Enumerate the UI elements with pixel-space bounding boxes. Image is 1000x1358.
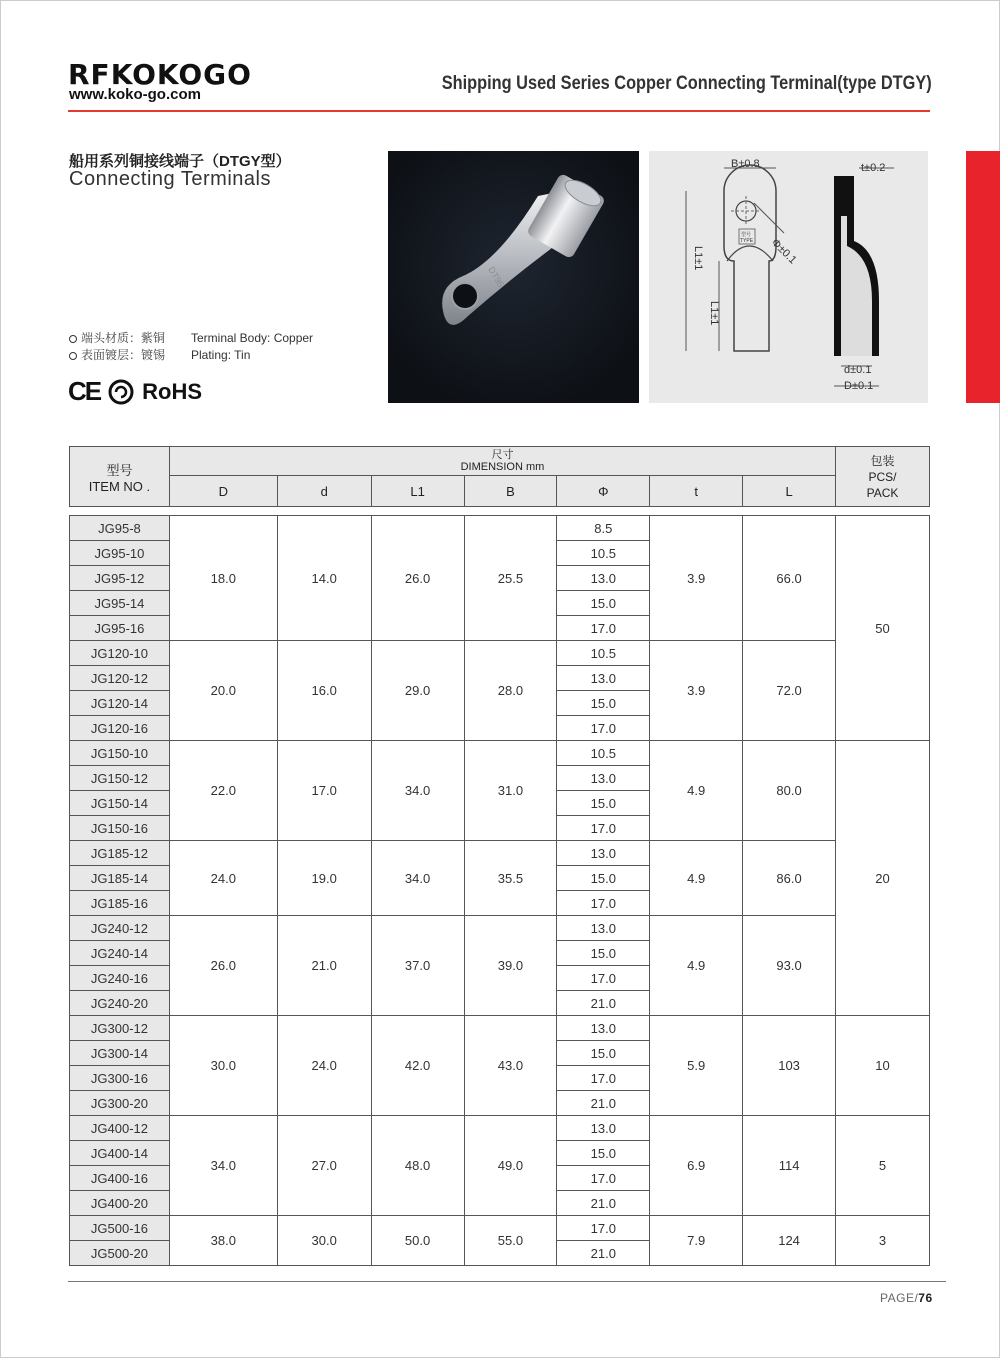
- item-no-cell: JG300-14: [70, 1041, 170, 1066]
- cell-B: 55.0: [464, 1216, 557, 1266]
- page-headline: Shipping Used Series Copper Connecting Terminal(type DTGY): [442, 73, 932, 94]
- cell-phi: 17.0: [557, 716, 650, 741]
- cell-pack: 50: [836, 516, 930, 741]
- spec-label-cn: 表面镀层：镀锡: [81, 348, 166, 362]
- spec-line-material: [69, 329, 313, 346]
- cell-phi: 13.0: [557, 916, 650, 941]
- cell-phi: 10.5: [557, 741, 650, 766]
- label-phi: Φ±0.1: [768, 236, 799, 267]
- cell-phi: 8.5: [557, 516, 650, 541]
- cell-D: 20.0: [169, 641, 277, 741]
- cell-L1: 34.0: [371, 741, 464, 841]
- cell-phi: 15.0: [557, 1141, 650, 1166]
- item-no-cell: JG300-12: [70, 1016, 170, 1041]
- item-no-cell: JG120-14: [70, 691, 170, 716]
- item-no-cell: JG150-10: [70, 741, 170, 766]
- cell-L1: 34.0: [371, 841, 464, 916]
- table-row: [70, 916, 930, 941]
- cell-L1: 42.0: [371, 1016, 464, 1116]
- cell-B: 43.0: [464, 1016, 557, 1116]
- type-label-cn: 型号: [741, 232, 752, 238]
- cell-D: 38.0: [169, 1216, 277, 1266]
- spec-label-en: Plating: Tin: [191, 348, 251, 362]
- item-no-cell: JG185-16: [70, 891, 170, 916]
- item-no-cell: JG400-12: [70, 1116, 170, 1141]
- item-no-cell: JG240-20: [70, 991, 170, 1016]
- cell-D: 34.0: [169, 1116, 277, 1216]
- spec-label-en: Terminal Body: Copper: [191, 331, 314, 345]
- col-header-B: B: [464, 476, 557, 507]
- item-no-cell: JG95-16: [70, 616, 170, 641]
- dimension-drawing: [649, 151, 928, 403]
- item-no-cell: JG120-12: [70, 666, 170, 691]
- cell-t: 6.9: [650, 1116, 743, 1216]
- cell-L: 93.0: [743, 916, 836, 1016]
- cell-phi: 15.0: [557, 866, 650, 891]
- cell-pack: 5: [836, 1116, 930, 1216]
- cell-B: 28.0: [464, 641, 557, 741]
- rohs-mark: RoHS: [142, 378, 203, 404]
- item-no-cell: JG400-20: [70, 1191, 170, 1216]
- label-l: L1±1: [708, 301, 720, 326]
- cell-t: 4.9: [650, 741, 743, 841]
- cell-phi: 13.0: [557, 1016, 650, 1041]
- cell-d: 19.0: [277, 841, 371, 916]
- item-no-cell: JG400-16: [70, 1166, 170, 1191]
- cell-phi: 17.0: [557, 966, 650, 991]
- label-D: D±0.1: [844, 380, 874, 392]
- item-no-cell: JG300-16: [70, 1066, 170, 1091]
- cell-L1: 50.0: [371, 1216, 464, 1266]
- certification-logos: [68, 376, 202, 407]
- page-label: PAGE/: [880, 1291, 919, 1305]
- cell-B: 35.5: [464, 841, 557, 916]
- header-pack: [836, 447, 930, 507]
- website-link[interactable]: www.koko-go.com: [69, 86, 201, 103]
- cell-phi: 13.0: [557, 841, 650, 866]
- cell-phi: 13.0: [557, 766, 650, 791]
- header-pack-cn: 包装: [870, 453, 895, 468]
- col-header-L1: L1: [371, 476, 464, 507]
- cell-t: 3.9: [650, 516, 743, 641]
- sgs-icon: [108, 379, 134, 405]
- cell-pack: 20: [836, 741, 930, 1016]
- table-body: [70, 516, 930, 1266]
- cell-phi: 17.0: [557, 816, 650, 841]
- cell-L: 72.0: [743, 641, 836, 741]
- item-no-cell: JG185-14: [70, 866, 170, 891]
- cell-L: 124: [743, 1216, 836, 1266]
- cell-t: 4.9: [650, 841, 743, 916]
- table-row: [70, 516, 930, 541]
- item-no-cell: JG240-12: [70, 916, 170, 941]
- cell-phi: 21.0: [557, 1241, 650, 1266]
- header-dim-cn: 尺寸: [491, 449, 514, 461]
- cell-phi: 17.0: [557, 891, 650, 916]
- cell-B: 25.5: [464, 516, 557, 641]
- cell-phi: 21.0: [557, 1191, 650, 1216]
- cell-pack: 10: [836, 1016, 930, 1116]
- footer-divider: [68, 1281, 946, 1282]
- brand-logo: RFKOKOGO: [68, 58, 252, 91]
- cell-t: 5.9: [650, 1016, 743, 1116]
- cell-phi: 17.0: [557, 1166, 650, 1191]
- product-title-en: Connecting Terminals: [69, 168, 271, 190]
- item-no-cell: JG500-20: [70, 1241, 170, 1266]
- item-no-cell: JG300-20: [70, 1091, 170, 1116]
- cell-phi: 15.0: [557, 941, 650, 966]
- cell-B: 49.0: [464, 1116, 557, 1216]
- item-no-cell: JG240-16: [70, 966, 170, 991]
- cell-phi: 15.0: [557, 791, 650, 816]
- spec-label-cn: 端头材质：紫铜: [81, 331, 166, 345]
- header-item-cn: 型号: [106, 462, 133, 478]
- table-row: [70, 741, 930, 766]
- table-row: [70, 841, 930, 866]
- label-b: B±0.8: [731, 158, 760, 170]
- cell-phi: 10.5: [557, 541, 650, 566]
- cell-phi: 13.0: [557, 566, 650, 591]
- item-no-cell: JG95-10: [70, 541, 170, 566]
- item-no-cell: JG400-14: [70, 1141, 170, 1166]
- cell-d: 14.0: [277, 516, 371, 641]
- cell-D: 18.0: [169, 516, 277, 641]
- cell-phi: 17.0: [557, 1066, 650, 1091]
- cell-B: 39.0: [464, 916, 557, 1016]
- header-item-en: ITEM NO .: [88, 478, 151, 494]
- spec-table: [69, 446, 930, 1266]
- cell-phi: 21.0: [557, 1091, 650, 1116]
- cell-B: 31.0: [464, 741, 557, 841]
- cell-phi: 15.0: [557, 591, 650, 616]
- section-tab-marker: [966, 151, 1000, 403]
- header-divider: [68, 110, 930, 112]
- cell-t: 7.9: [650, 1216, 743, 1266]
- cell-phi: 17.0: [557, 1216, 650, 1241]
- cell-pack: 3: [836, 1216, 930, 1266]
- cell-t: 3.9: [650, 641, 743, 741]
- cell-D: 22.0: [169, 741, 277, 841]
- cell-phi: 15.0: [557, 691, 650, 716]
- header-dim-en: DIMENSION mm: [460, 461, 545, 473]
- page-number: [880, 1291, 933, 1305]
- item-no-cell: JG120-16: [70, 716, 170, 741]
- cell-L1: 29.0: [371, 641, 464, 741]
- cell-t: 4.9: [650, 916, 743, 1016]
- item-no-cell: JG150-12: [70, 766, 170, 791]
- col-header-phi: Φ: [557, 476, 650, 507]
- bullet-icon: [69, 352, 77, 360]
- label-t: t±0.2: [861, 162, 886, 174]
- item-no-cell: JG95-8: [70, 516, 170, 541]
- item-no-cell: JG95-14: [70, 591, 170, 616]
- item-no-cell: JG150-16: [70, 816, 170, 841]
- item-no-cell: JG120-10: [70, 641, 170, 666]
- table-row: [70, 641, 930, 666]
- product-title-cn: 船用系列铜接线端子（DTGY型）: [69, 153, 291, 170]
- product-photo: [388, 151, 639, 403]
- cell-L1: 48.0: [371, 1116, 464, 1216]
- cell-L: 103: [743, 1016, 836, 1116]
- header-pack-en: PCS/: [868, 469, 897, 484]
- cell-D: 26.0: [169, 916, 277, 1016]
- cell-d: 16.0: [277, 641, 371, 741]
- cell-L: 86.0: [743, 841, 836, 916]
- cell-d: 24.0: [277, 1016, 371, 1116]
- col-header-L: L: [743, 476, 836, 507]
- cell-L1: 37.0: [371, 916, 464, 1016]
- part-stamp: DT95: [486, 265, 506, 290]
- page-number-value: 76: [918, 1291, 933, 1305]
- spec-line-plating: [69, 346, 250, 363]
- cell-phi: 15.0: [557, 1041, 650, 1066]
- cell-phi: 10.5: [557, 641, 650, 666]
- ce-mark: CE: [68, 376, 101, 406]
- cell-d: 17.0: [277, 741, 371, 841]
- header-pack-en: PACK: [866, 485, 899, 500]
- cell-d: 30.0: [277, 1216, 371, 1266]
- cell-L: 66.0: [743, 516, 836, 641]
- label-d: d±0.1: [844, 364, 872, 376]
- col-header-d: d: [277, 476, 371, 507]
- table-row: [70, 1016, 930, 1041]
- item-no-cell: JG185-12: [70, 841, 170, 866]
- table-row: [70, 1216, 930, 1241]
- header-dimension: [169, 447, 835, 476]
- cell-D: 30.0: [169, 1016, 277, 1116]
- cell-L: 114: [743, 1116, 836, 1216]
- item-no-cell: JG500-16: [70, 1216, 170, 1241]
- cell-L: 80.0: [743, 741, 836, 841]
- item-no-cell: JG95-12: [70, 566, 170, 591]
- table-row: [70, 1116, 930, 1141]
- col-header-D: D: [169, 476, 277, 507]
- cell-D: 24.0: [169, 841, 277, 916]
- header-item-no: [70, 447, 170, 507]
- item-no-cell: JG240-14: [70, 941, 170, 966]
- label-l1: L1±1: [692, 246, 704, 271]
- type-label-en: TYPE: [740, 238, 754, 244]
- cell-d: 21.0: [277, 916, 371, 1016]
- item-no-cell: JG150-14: [70, 791, 170, 816]
- cell-phi: 13.0: [557, 666, 650, 691]
- bullet-icon: [69, 335, 77, 343]
- cell-L1: 26.0: [371, 516, 464, 641]
- cell-phi: 21.0: [557, 991, 650, 1016]
- cell-phi: 17.0: [557, 616, 650, 641]
- cell-d: 27.0: [277, 1116, 371, 1216]
- cell-phi: 13.0: [557, 1116, 650, 1141]
- col-header-t: t: [650, 476, 743, 507]
